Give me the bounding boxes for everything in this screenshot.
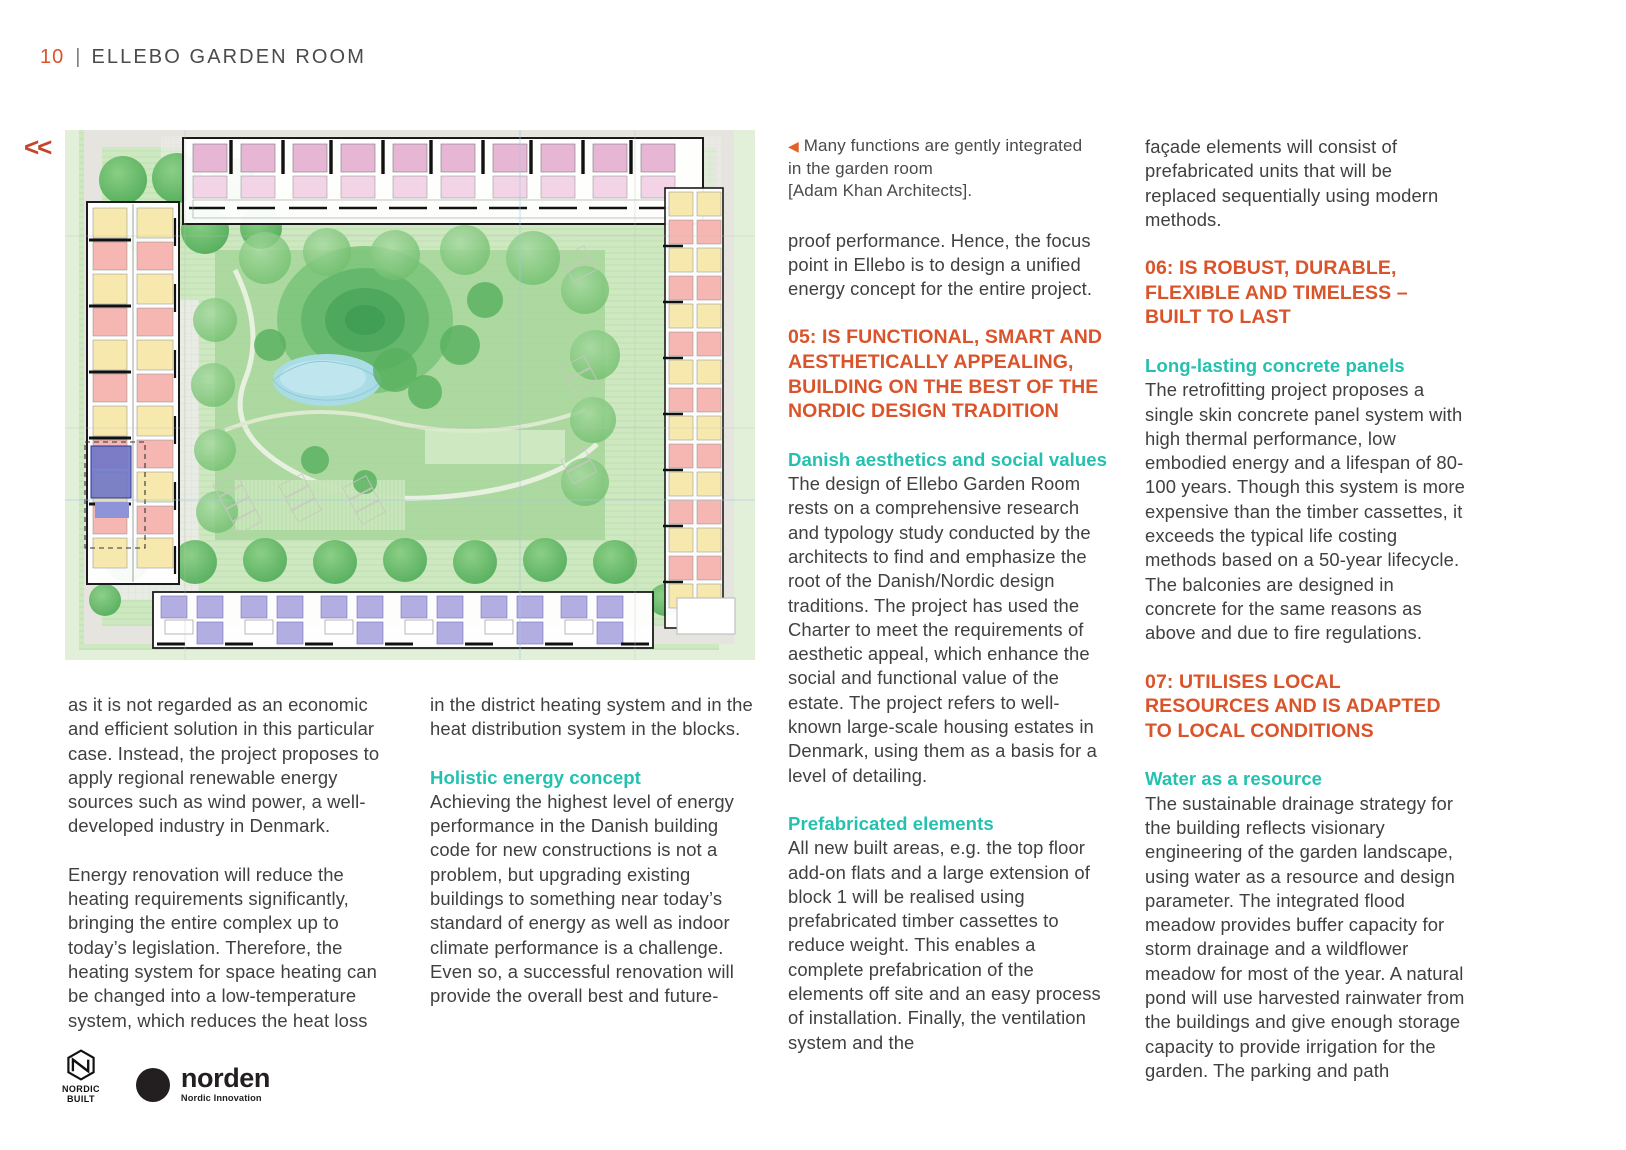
col3-intro-paragraph: proof performance. Hence, the focus point in Ellebo is to design a unified energy concept for the entire project. <box>788 229 1093 300</box>
nordic-innovation-logo <box>136 1065 270 1104</box>
nordic-built-line-1: NORDIC <box>62 1084 100 1094</box>
text-column-1 <box>68 693 398 1057</box>
col1-paragraph-1: as it is not regarded as an economic and efficient solution in this particular case. Instead, the project proposes to apply regional renewable energy sources such as wind power, a well-developed industry in Denmark. <box>68 694 380 837</box>
subheading-danish-aesthetics: Danish aesthetics and social values <box>788 448 1108 470</box>
text-column-3 <box>788 135 1108 1055</box>
previous-page-marker[interactable]: << <box>24 132 51 162</box>
norden-main-text: norden <box>180 1063 271 1093</box>
col3-body-paragraph-1: The design of Ellebo Garden Room rests on a comprehensive research and typology study conducted by the architects to find and emphasize the root of the Danish/Nordic design traditions. The project has used the Charter to meet the requirements of aesthetic appeal, which enhance the social and functional value of the estate. The project refers to well-known large-scale housing estates in Denmark, using them as a basis for a level of detailing. <box>788 473 1097 786</box>
col2-body-paragraph: Achieving the highest level of energy performance in the Danish building code for new constructions is not a problem, but upgrading existing buildings to something near today’s standard of energy as well as indoor climate performance is a challenge. Even so, a successful renovation will provide the overall best and future- <box>430 790 734 1007</box>
header-separator: | <box>75 45 81 68</box>
caption-line-3: [Adam Khan Architects]. <box>788 181 973 200</box>
col4-body-paragraph-1: The retrofitting project proposes a single skin concrete panel system with high thermal performance, low embodied energy and a lifespan of 80-100 years. Though this system is more expensive than the timber cassettes, it exceeds the typical life costing methods based on a 50-year lifecycle. The balconies are designed in concrete for the same reasons as above and due to fire regulations. <box>1145 379 1465 644</box>
subheading-long-lasting-concrete-panels: Long-lasting concrete panels <box>1145 354 1405 376</box>
site-plan-figure <box>65 130 755 660</box>
text-column-4 <box>1145 135 1465 1083</box>
nordic-built-mark-icon <box>63 1047 99 1083</box>
subheading-prefabricated-elements: Prefabricated elements <box>788 812 994 834</box>
figure-caption <box>788 135 1108 203</box>
nordic-built-wordmark <box>62 1085 100 1104</box>
section-heading-06: 06: IS ROBUST, DURABLE, FLEXIBLE AND TIMELESS – BUILT TO LAST <box>1145 257 1408 329</box>
col1-paragraph-2: Energy renovation will reduce the heating requirements significantly, bringing the entire complex up to today’s legislation. Therefore, the heating system for space heating can be changed into a low-temperature system, which reduces the heat loss <box>68 863 377 1031</box>
section-heading-07: 07: UTILISES LOCAL RESOURCES AND IS ADAPTED TO LOCAL CONDITIONS <box>1145 670 1441 742</box>
footer-logos <box>62 1042 362 1104</box>
page-number: 10 <box>40 45 65 68</box>
subheading-water-as-a-resource: Water as a resource <box>1145 768 1322 790</box>
page-title: ELLEBO GARDEN ROOM <box>91 45 366 68</box>
col4-intro-paragraph: façade elements will consist of prefabricated units that will be replaced sequentially using modern methods. <box>1145 136 1439 230</box>
nordic-innovation-subtext: Nordic Innovation <box>180 1093 262 1103</box>
nordic-built-logo <box>62 1047 100 1104</box>
block-south <box>153 592 653 648</box>
col2-intro-paragraph: in the district heating system and in the heat distribution system in the blocks. <box>430 694 753 740</box>
caption-line-1: Many functions are gently integrated <box>803 136 1083 155</box>
page-header <box>40 40 740 74</box>
block-north <box>183 138 703 224</box>
caption-left-triangle-icon: ◀ <box>788 138 799 154</box>
section-heading-05: 05: IS FUNCTIONAL, SMART AND AESTHETICALLY APPEALING, BUILDING ON THE BEST OF THE NORDIC DESIGN TRADITION <box>788 326 1103 423</box>
block-west <box>85 202 179 584</box>
site-plan-drawing <box>65 130 755 660</box>
col3-body-paragraph-2: All new built areas, e.g. the top floor add-on flats and a large extension of block 1 will be realised using prefabricated timber cassettes to reduce weight. This enables a complete prefabrication of the elements off site and an easy process of installation. Finally, the ventilation system and the <box>788 837 1101 1053</box>
norden-dot-icon <box>136 1068 170 1102</box>
text-column-2 <box>430 693 760 1009</box>
col4-body-paragraph-2: The sustainable drainage strategy for the building reflects visionary engineering of the garden landscape, using water as a resource and design parameter. The integrated flood meadow provides buffer capacity for storm drainage and a wildflower meadow for most of the year. A natural pond will use harvested rainwater from the buildings and give enough storage capacity to provide irrigation for the garden. The parking and path <box>1145 792 1465 1081</box>
caption-line-2: in the garden room <box>788 158 933 178</box>
norden-wordmark <box>181 1065 270 1104</box>
subheading-holistic-energy-concept: Holistic energy concept <box>430 766 641 788</box>
nordic-built-line-2: BUILT <box>67 1093 95 1104</box>
